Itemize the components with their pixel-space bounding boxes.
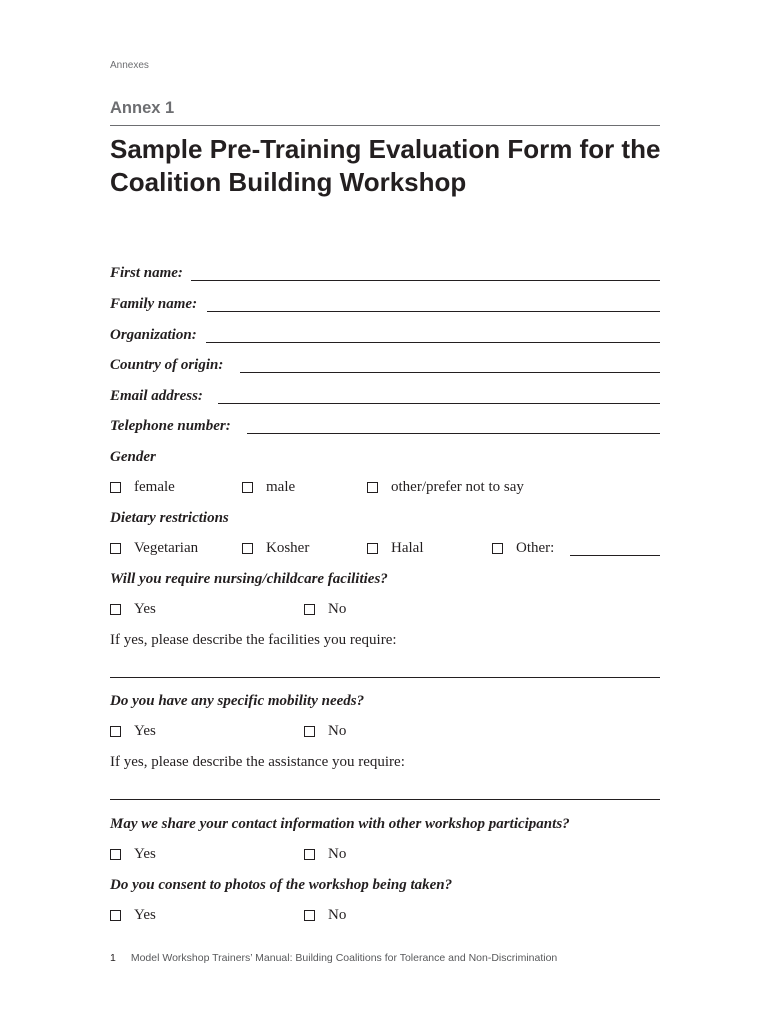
dietary-option-halal[interactable]: Halal bbox=[367, 540, 423, 557]
nursing-followup: If yes, please describe the facilities you require: bbox=[110, 632, 397, 648]
checkbox[interactable] bbox=[242, 482, 253, 493]
gender-option-other[interactable]: other/prefer not to say bbox=[367, 479, 524, 496]
checkbox[interactable] bbox=[110, 543, 121, 554]
organization-field[interactable] bbox=[206, 342, 660, 343]
nursing-description-field[interactable] bbox=[110, 677, 660, 678]
checkbox[interactable] bbox=[304, 910, 315, 921]
checkbox[interactable] bbox=[110, 910, 121, 921]
running-head: Annexes bbox=[110, 60, 149, 71]
mobility-question: Do you have any specific mobility needs? bbox=[110, 693, 365, 709]
country-label: Country of origin: bbox=[110, 357, 224, 373]
share-question: May we share your contact information with other workshop participants? bbox=[110, 816, 570, 832]
checkbox[interactable] bbox=[304, 604, 315, 615]
checkbox[interactable] bbox=[492, 543, 503, 554]
gender-heading: Gender bbox=[110, 449, 156, 465]
page-number: 1 bbox=[110, 952, 116, 964]
dietary-option-vegetarian[interactable]: Vegetarian bbox=[110, 540, 198, 557]
first-name-label: First name: bbox=[110, 265, 183, 281]
mobility-description-field[interactable] bbox=[110, 799, 660, 800]
checkbox[interactable] bbox=[110, 604, 121, 615]
dietary-heading: Dietary restrictions bbox=[110, 510, 229, 526]
footer-text: Model Workshop Trainers’ Manual: Building Coalitions for Tolerance and Non-Discrimination bbox=[130, 952, 558, 964]
share-option-no[interactable]: No bbox=[304, 846, 346, 863]
email-field[interactable] bbox=[218, 403, 660, 404]
dietary-option-other[interactable]: Other: bbox=[492, 540, 554, 557]
gender-option-male[interactable]: male bbox=[242, 479, 295, 496]
nursing-option-yes[interactable]: Yes bbox=[110, 601, 156, 618]
nursing-question: Will you require nursing/childcare facilities? bbox=[110, 571, 388, 587]
organization-label: Organization: bbox=[110, 327, 197, 343]
share-option-yes[interactable]: Yes bbox=[110, 846, 156, 863]
checkbox[interactable] bbox=[367, 543, 378, 554]
gender-option-female[interactable]: female bbox=[110, 479, 175, 496]
checkbox[interactable] bbox=[110, 849, 121, 860]
photos-question: Do you consent to photos of the workshop being taken? bbox=[110, 877, 453, 893]
checkbox[interactable] bbox=[110, 726, 121, 737]
telephone-field[interactable] bbox=[247, 433, 660, 434]
mobility-option-yes[interactable]: Yes bbox=[110, 723, 156, 740]
mobility-followup: If yes, please describe the assistance you require: bbox=[110, 754, 405, 770]
family-name-label: Family name: bbox=[110, 296, 198, 312]
checkbox[interactable] bbox=[304, 849, 315, 860]
form-title: Sample Pre-Training Evaluation Form for the Coalition Building Workshop bbox=[110, 134, 661, 197]
dietary-other-field[interactable] bbox=[570, 555, 660, 556]
telephone-label: Telephone number: bbox=[110, 418, 231, 434]
family-name-field[interactable] bbox=[207, 311, 660, 312]
checkbox[interactable] bbox=[304, 726, 315, 737]
checkbox[interactable] bbox=[110, 482, 121, 493]
country-field[interactable] bbox=[240, 372, 660, 373]
annex-divider bbox=[110, 125, 660, 126]
photos-option-yes[interactable]: Yes bbox=[110, 907, 156, 924]
checkbox[interactable] bbox=[242, 543, 253, 554]
mobility-option-no[interactable]: No bbox=[304, 723, 346, 740]
email-label: Email address: bbox=[110, 388, 203, 404]
page-footer bbox=[110, 952, 557, 964]
photos-option-no[interactable]: No bbox=[304, 907, 346, 924]
annex-label: Annex 1 bbox=[110, 99, 175, 117]
first-name-field[interactable] bbox=[191, 280, 660, 281]
checkbox[interactable] bbox=[367, 482, 378, 493]
dietary-option-kosher[interactable]: Kosher bbox=[242, 540, 309, 557]
nursing-option-no[interactable]: No bbox=[304, 601, 346, 618]
